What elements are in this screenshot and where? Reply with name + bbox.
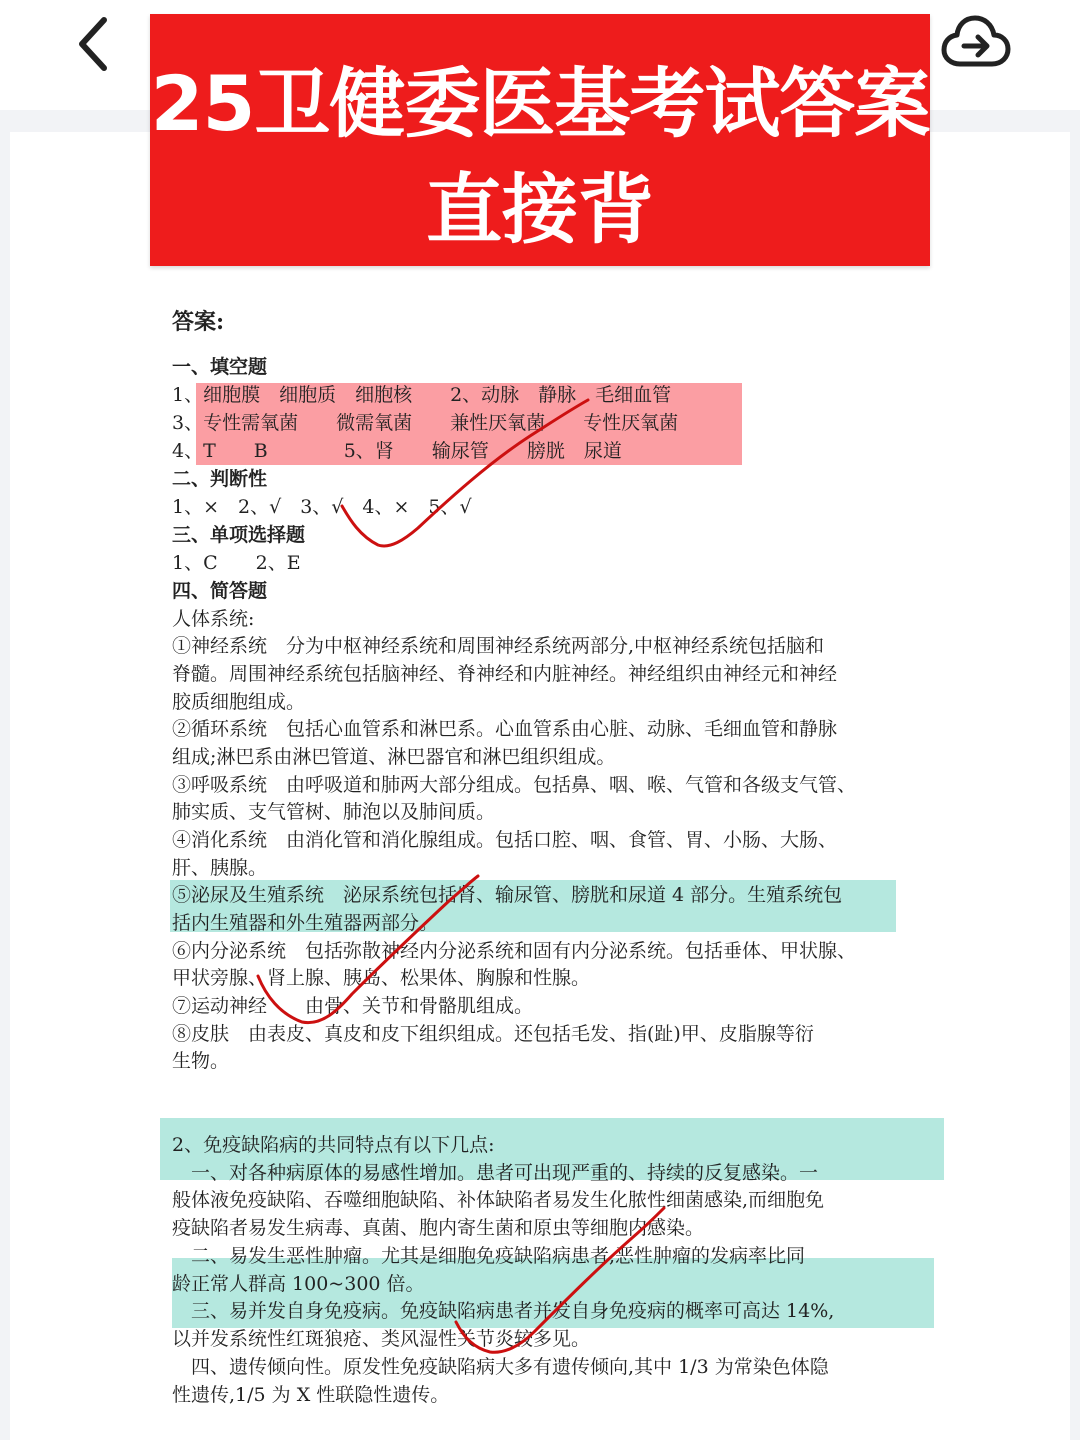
q2-line: 二、易发生恶性肿瘤。尤其是细胞免疫缺陷病患者,恶性肿瘤的发病率比同 xyxy=(172,1245,806,1267)
choice-answers: 1、C 2、E xyxy=(172,552,301,574)
q1-line: 胶质细胞组成。 xyxy=(172,691,306,713)
banner-title: 25卫健委医基考试答案 xyxy=(150,59,930,148)
fill-answer-line: 4、T B 5、肾 输尿管 膀胱 尿道 xyxy=(172,440,622,462)
q1-line: ②循环系统 包括心血管系和淋巴系。心血管系由心脏、动脉、毛细血管和静脉 xyxy=(172,718,838,740)
cloud-share-icon xyxy=(940,12,1012,74)
q2-line: 疫缺陷者易发生病毒、真菌、胞内寄生菌和原虫等细胞内感染。 xyxy=(172,1217,705,1239)
q1-line: ⑤泌尿及生殖系统 泌尿系统包括肾、输尿管、膀胱和尿道 4 部分。生殖系统包 xyxy=(172,884,843,906)
banner-subtitle: 直接背 xyxy=(426,165,654,254)
q1-line: 肝、胰腺。 xyxy=(172,857,268,879)
q1-line: ⑧皮肤 由表皮、真皮和皮下组织组成。还包括毛发、指(趾)甲、皮脂腺等衍 xyxy=(172,1023,814,1045)
q2-line: 一、对各种病原体的易感性增加。患者可出现严重的、持续的反复感染。一 xyxy=(172,1162,819,1184)
q1-line: 括内生殖器和外生殖器两部分。 xyxy=(172,912,439,934)
q2-line: 性遗传,1/5 为 X 性联隐性遗传。 xyxy=(172,1384,450,1406)
share-button[interactable] xyxy=(940,12,1012,74)
q2-line: 2、免疫缺陷病的共同特点有以下几点: xyxy=(172,1134,495,1156)
q2-line: 般体液免疫缺陷、吞噬细胞缺陷、补体缺陷者易发生化脓性细菌感染,而细胞免 xyxy=(172,1189,825,1211)
answers-heading: 答案: xyxy=(172,309,225,335)
q1-line: 甲状旁腺、肾上腺、胰岛、松果体、胸腺和性腺。 xyxy=(172,967,591,989)
title-banner xyxy=(150,14,930,266)
q1-line: 生物。 xyxy=(172,1050,230,1072)
chevron-left-icon xyxy=(70,14,120,74)
q1-line: ⑦运动神经 由骨、关节和骨骼肌组成。 xyxy=(172,995,534,1017)
section-judge: 二、判断性 xyxy=(172,468,268,490)
q1-line: ③呼吸系统 由呼吸道和肺两大部分组成。包括鼻、咽、喉、气管和各级支气管、 xyxy=(172,774,857,796)
back-button[interactable] xyxy=(70,14,120,74)
q2-line: 以并发系统性红斑狼疮、类风湿性关节炎较多见。 xyxy=(172,1328,591,1350)
fill-answer-line: 3、专性需氧菌 微需氧菌 兼性厌氧菌 专性厌氧菌 xyxy=(172,412,679,434)
q1-line: ⑥内分泌系统 包括弥散神经内分泌系统和固有内分泌系统。包括垂体、甲状腺、 xyxy=(172,940,857,962)
q2-line: 三、易并发自身免疫病。免疫缺陷病患者并发自身免疫病的概率可高达 14%, xyxy=(172,1300,835,1322)
q1-line: 肺实质、支气管树、肺泡以及肺间质。 xyxy=(172,801,496,823)
section-fill: 一、填空题 xyxy=(172,356,268,378)
fill-answer-line: 1、细胞膜 细胞质 细胞核 2、动脉 静脉 毛细血管 xyxy=(172,384,672,406)
section-short: 四、简答题 xyxy=(172,580,268,602)
q1-line: ④消化系统 由消化管和消化腺组成。包括口腔、咽、食管、胃、小肠、大肠、 xyxy=(172,829,838,851)
q1-line: ①神经系统 分为中枢神经系统和周围神经系统两部分,中枢神经系统包括脑和 xyxy=(172,635,825,657)
q1-line: 组成;淋巴系由淋巴管道、淋巴器官和淋巴组织组成。 xyxy=(172,746,616,768)
q2-line: 四、遗传倾向性。原发性免疫缺陷病大多有遗传倾向,其中 1/3 为常染色体隐 xyxy=(172,1356,829,1378)
q2-line: 龄正常人群高 100~300 倍。 xyxy=(172,1273,425,1295)
judge-answers: 1、× 2、√ 3、√ 4、× 5、√ xyxy=(172,496,472,518)
q1-line: 脊髓。周围神经系统包括脑神经、脊神经和内脏神经。神经组织由神经元和神经 xyxy=(172,663,838,685)
section-choice: 三、单项选择题 xyxy=(172,524,306,546)
q1-intro: 人体系统: xyxy=(172,608,255,630)
